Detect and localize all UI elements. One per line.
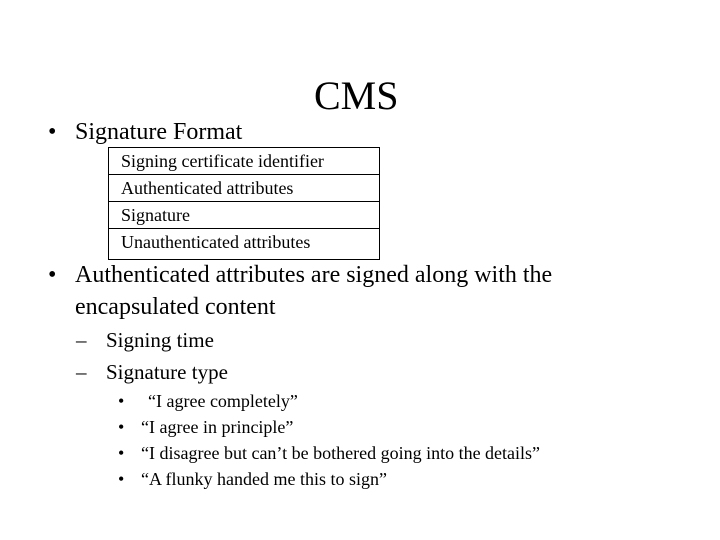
sub-item-text: Signing time [106, 328, 214, 352]
format-row: Authenticated attributes [109, 175, 379, 202]
signature-format-table [108, 147, 380, 260]
bullet-mark: • [48, 119, 57, 145]
format-row: Signing certificate identifier [109, 148, 379, 175]
signature-type-text: “A flunky handed me this to sign” [141, 469, 387, 489]
slide-title: CMS [314, 73, 399, 118]
bullet-text-line1: Authenticated attributes are signed along with the [75, 262, 553, 288]
bullet-mark: • [118, 417, 125, 437]
dash-mark: – [76, 328, 87, 352]
bullet-text: Signature Format [75, 119, 243, 145]
bullet-mark: • [48, 262, 57, 288]
signature-type-text: “I disagree but can’t be bothered going into the details” [141, 443, 541, 463]
format-row: Signature [109, 202, 379, 229]
bullet-mark: • [118, 391, 125, 411]
signature-type-text: “I agree completely” [148, 391, 298, 411]
signature-type-text: “I agree in principle” [141, 417, 294, 437]
bullet-text-line2: encapsulated content [75, 294, 276, 320]
bullet-mark: • [118, 443, 125, 463]
format-row: Unauthenticated attributes [121, 232, 311, 252]
sub-item-text: Signature type [106, 360, 228, 384]
dash-mark: – [76, 360, 87, 384]
bullet-mark: • [118, 469, 125, 489]
